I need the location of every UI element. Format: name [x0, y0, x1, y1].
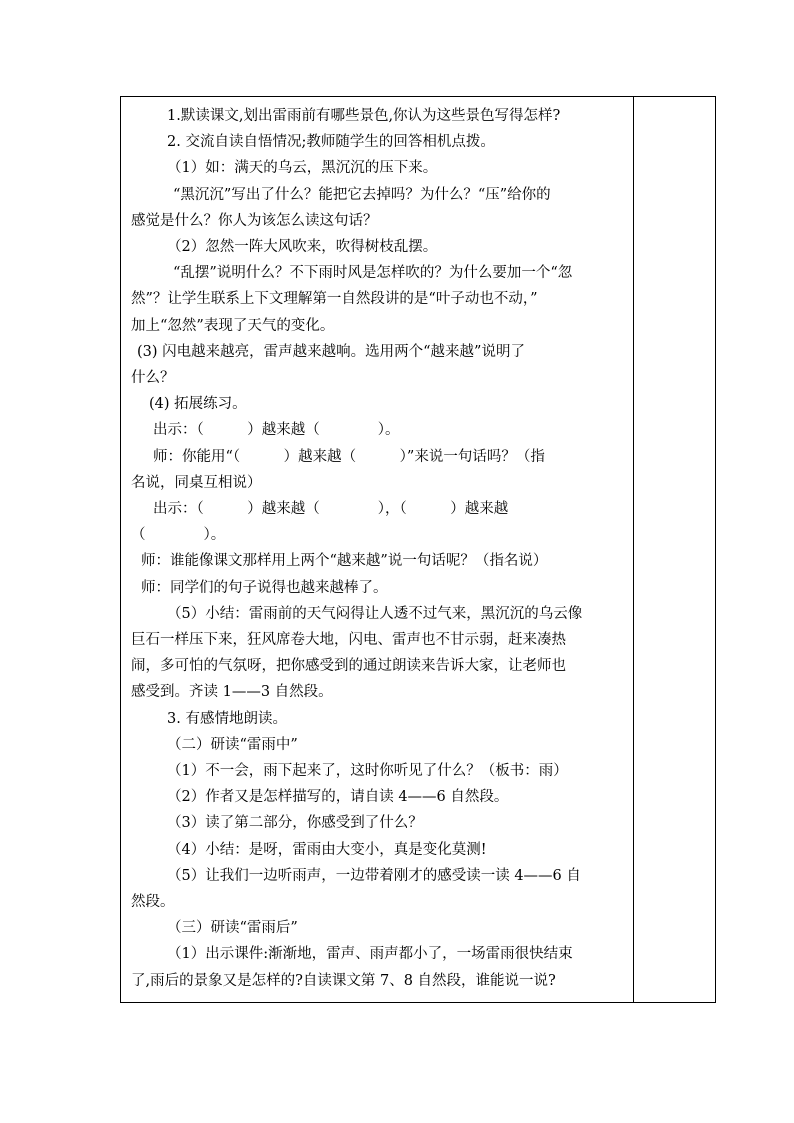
text-line: “黑沉沉”写出了什么？能把它去掉吗？为什么？“压”给你的 — [173, 186, 551, 203]
text-line: （2）作者又是怎样描写的，请自读 4——6 自然段。 — [167, 789, 509, 806]
text-line: 感觉是什么？你人为该怎么读这句话？ — [131, 212, 378, 229]
text-line: “乱摆”说明什么？不下雨时风是怎样吹的？为什么要加一个“忽 — [173, 265, 573, 282]
text-line: （1）出示课件:渐渐地，雷声、雨声都小了，一场雷雨很快结束 — [167, 946, 573, 963]
text-line: (3) 闪电越来越亮，雷声越来越响。选用两个“越来越”说明了 — [137, 343, 525, 360]
column-divider — [633, 97, 634, 1002]
text-line: 加上“忽然”表现了天气的变化。 — [131, 317, 335, 334]
text-line: 感受到。齐读 1——3 自然段。 — [131, 684, 333, 701]
text-line: 师：同学们的句子说得也越来越棒了。 — [141, 579, 388, 596]
text-line: 然”？让学生联系上下文理解第一自然段讲的是“叶子动也不动，” — [131, 291, 538, 308]
text-line: 什么？ — [131, 370, 175, 386]
lesson-table — [120, 96, 716, 1003]
text-line: （2）忽然一阵大风吹来，吹得树枝乱摆。 — [167, 239, 438, 255]
text-line: 3. 有感情地朗读。 — [167, 710, 287, 727]
text-line: （3）读了第二部分，你感受到了什么？ — [167, 815, 423, 832]
text-line: 巨石一样压下来，狂风席卷大地，闪电、雷声也不甘示弱，赶来凑热 — [131, 632, 566, 648]
text-line: 2. 交流自读自悟情况;教师随学生的回答相机点拨。 — [167, 134, 495, 151]
text-line: （5）让我们一边听雨声，一边带着刚才的感受读一读 4——6 自 — [167, 867, 581, 884]
text-line: （二）研读“雷雨中” — [167, 736, 298, 753]
text-line: （1）如：满天的乌云，黑沉沉的压下来。 — [167, 160, 438, 177]
text-line: 出示：（ ）越来越（ ），（ ）越来越 — [153, 501, 509, 517]
text-line: （1）不一会，雨下起来了，这时你听见了什么？（板书：雨） — [167, 763, 568, 779]
text-line: 了,雨后的景象又是怎样的?自读课文第 7、8 自然段，谁能说一说? — [131, 972, 556, 989]
text-line: 师：你能用“（ ）越来越（ ）”来说一句话吗？（指 — [153, 448, 545, 465]
text-line: 闹，多可怕的气氛呀，把你感受到的通过朗读来告诉大家，让老师也 — [131, 658, 566, 675]
text-line: 师：谁能像课文那样用上两个“越来越”说一句话呢？（指名说） — [141, 553, 548, 570]
text-line: （ ）。 — [131, 527, 226, 544]
text-line: 1.默读课文,划出雷雨前有哪些景色,你认为这些景色写得怎样? — [167, 108, 561, 124]
text-line: （5）小结：雷雨前的天气闷得让人透不过气来，黑沉沉的乌云像 — [167, 605, 583, 622]
text-line: 名说，同桌互相说） — [131, 474, 262, 491]
text-line: 出示：（ ）越来越（ ）。 — [153, 422, 400, 439]
text-line: （三）研读“雷雨后” — [167, 920, 298, 937]
text-line: (4) 拓展练习。 — [149, 396, 247, 413]
text-line: （4）小结：是呀，雷雨由大变小，真是变化莫测! — [167, 841, 487, 858]
text-line: 然段。 — [131, 894, 175, 910]
